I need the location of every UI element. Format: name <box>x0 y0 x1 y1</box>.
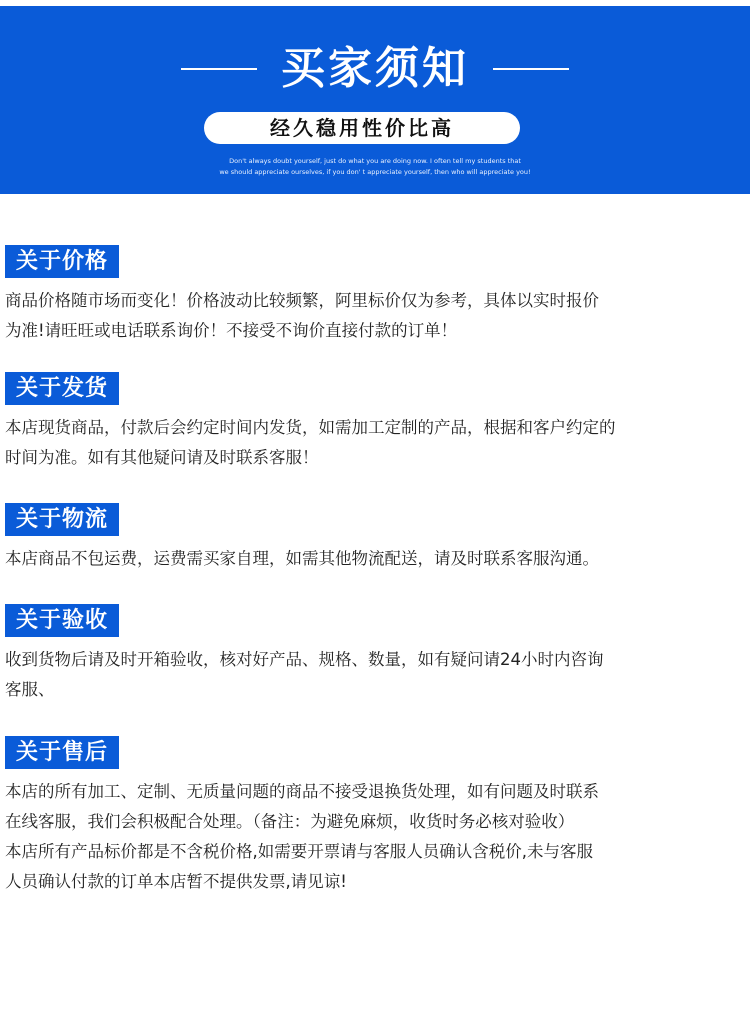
body-line: 本店商品不包运费，运费需买家自理，如需其他物流配送，请及时联系客服沟通。 <box>5 549 599 568</box>
section-body-price <box>5 286 745 346</box>
header-banner <box>0 6 750 194</box>
body-line: 收到货物后请及时开箱验收，核对好产品、规格、数量，如有疑问请24小时内咨询 <box>5 650 604 669</box>
body-line: 本店的所有加工、定制、无质量问题的商品不接受退换货处理，如有问题及时联系 <box>5 782 599 801</box>
body-line: 时间为准。如有其他疑问请及时联系客服！ <box>5 448 319 467</box>
title-left-line <box>181 68 257 70</box>
body-line: 本店现货商品，付款后会约定时间内发货，如需加工定制的产品，根据和客户约定的 <box>5 418 616 437</box>
section-price <box>5 245 745 346</box>
section-body-logistics <box>5 544 745 574</box>
section-inspection <box>5 604 745 705</box>
english-tagline-1: Don't always doubt yourself, just do what you are doing now. I often tell my students that <box>229 157 521 165</box>
page-title: 买家须知 <box>281 43 469 94</box>
section-heading-inspection: 关于验收 <box>5 604 119 637</box>
section-logistics <box>5 503 745 574</box>
body-line: 本店所有产品标价都是不含税价格,如需要开票请与客服人员确认含税价,未与客服 <box>5 842 593 861</box>
section-heading-price: 关于价格 <box>5 245 119 278</box>
section-heading-logistics: 关于物流 <box>5 503 119 536</box>
section-body-shipping <box>5 413 745 473</box>
title-row <box>0 36 750 102</box>
body-line: 商品价格随市场而变化！价格波动比较频繁，阿里标价仅为参考，具体以实时报价 <box>5 291 599 310</box>
body-line: 人员确认付款的订单本店暂不提供发票,请见谅! <box>5 872 347 891</box>
title-right-line <box>493 68 569 70</box>
body-line: 在线客服，我们会积极配合处理。（备注：为避免麻烦，收货时务必核对验收） <box>5 812 575 831</box>
section-body-after-sales <box>5 777 745 897</box>
section-heading-after-sales: 关于售后 <box>5 736 119 769</box>
section-after-sales <box>5 736 745 897</box>
section-body-inspection <box>5 645 745 705</box>
subtitle-pill: 经久稳用性价比高 <box>204 112 520 144</box>
body-line: 客服、 <box>5 680 55 699</box>
body-line: 为准!请旺旺或电话联系询价！不接受不询价直接付款的订单！ <box>5 321 458 340</box>
section-shipping <box>5 372 745 473</box>
section-heading-shipping: 关于发货 <box>5 372 119 405</box>
english-tagline-2: we should appreciate ourselves, if you don' t appreciate yourself, then who will appreciate you! <box>219 168 531 176</box>
